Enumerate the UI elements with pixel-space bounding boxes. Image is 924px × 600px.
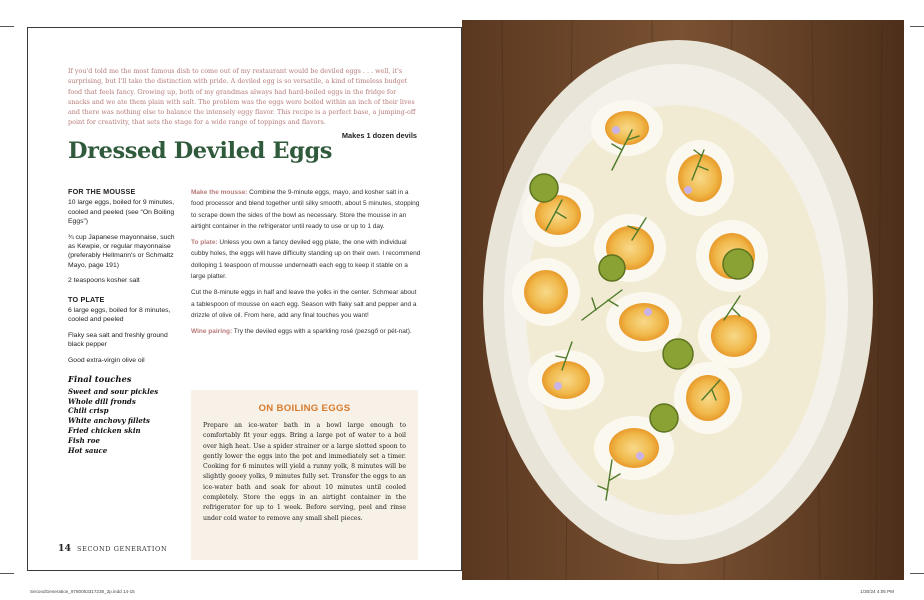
step-text: Combine the 9-minute eggs, mayo, and kosher salt in a food processor and blend together until silky smooth, about 5 minutes, stopping to scrape down the sides of the bowl as necessary. Store the mousse in an airtight container in the refrigerator until ready to use or up to 1 day. — [191, 189, 420, 230]
folio — [58, 543, 167, 554]
egg — [698, 304, 770, 368]
touch-item: White anchovy fillets — [68, 416, 150, 426]
photo-illustration — [462, 20, 904, 580]
ingredient-item: ¾ cup Japanese mayonnaise, such as Kewpie, or regular mayonnaise (preferably Hellmann's or Schmaltz Mayo, page 191) — [68, 233, 175, 269]
boiling-eggs-box — [191, 390, 418, 560]
running-head: SECOND GENERATION — [77, 545, 168, 553]
method-column — [191, 187, 421, 343]
egg — [512, 258, 580, 326]
touch-item: Fish roe — [68, 435, 100, 445]
touch-item: Chili crisp — [68, 406, 109, 416]
step-label: To plate: — [191, 239, 218, 247]
step-mousse — [191, 187, 421, 232]
crop-mark — [910, 26, 924, 27]
ingredient-item: 10 large eggs, boiled for 9 minutes, cooled and peeled (see “On Boiling Eggs”) — [68, 199, 175, 226]
slug-file: SecondGeneration_9780063317238_2p.indd 14-15 — [30, 589, 135, 594]
box-text: Prepare an ice-water bath in a bowl large enough to comfortably fit your eggs. Bring a large pot of water to a boil over high heat. Use a spider strainer or a large slotted spoon to gently lower the eggs into the pot and immediately set a timer. Cooking for 6 minutes will yield a runny yolk, 8 minutes will be slightly gooey yolks, 9 minutes fully set. Transfer the eggs to an ice-water bath and soak for about 10 minutes until cooled completely. Store the eggs in an airtight container in the refrigerator for up to 1 week. Before serving, peel and rinse under cold water to remove any small shell pieces. — [203, 422, 406, 522]
step-label: Wine pairing: — [191, 328, 233, 336]
final-touches-heading: Final touches — [68, 374, 132, 385]
ingredient-item: Good extra-virgin olive oil — [68, 356, 145, 364]
page-number: 14 — [58, 543, 72, 554]
final-touches — [68, 375, 183, 455]
recipe-title: Dressed Deviled Eggs — [68, 138, 333, 164]
ingredients-column — [68, 187, 183, 455]
ingredient-item: 6 large eggs, boiled for 8 minutes, cooled and peeled — [68, 307, 171, 324]
left-page — [27, 27, 462, 571]
plate-heading: TO PLATE — [68, 294, 105, 304]
deviled-eggs-photo — [462, 20, 904, 580]
crop-mark — [910, 573, 924, 574]
touch-item: Sweet and sour pickles — [68, 386, 159, 396]
touch-item: Fried chicken skin — [68, 426, 141, 436]
step-label: Make the mousse: — [191, 189, 248, 196]
step-text: Unless you own a fancy deviled egg plate, the one with individual cubby holes, the eggs will have difficulty standing up on their own. I recommend dolloping 1 teaspoon of mousse underneath each egg to keep it stable on a large platter. — [191, 239, 421, 281]
step-wine — [191, 326, 421, 337]
step-plate — [191, 237, 421, 282]
touch-item: Whole dill fronds — [68, 396, 136, 406]
egg — [674, 362, 742, 434]
ingredient-item: Flaky sea salt and freshly ground black pepper — [68, 331, 168, 349]
ingredient-item: 2 teaspoons kosher salt — [68, 277, 140, 285]
intro-text: If you'd told me the most famous dish to come out of my restaurant would be deviled eggs . . . well, it's surprising, but I'll take the distinction with pride. A deviled egg is so versatile, a kind of timeless budget food that feels fancy. Growing up, both of my grandmas always had hard-boiled eggs in the fridge for snacks and we ate them plain with salt. The problem was the eggs were boiled within an inch of their lives and there was nothing else to balance the intensely eggy flavor. This recipe is a perfect base, a jumping-off point for creativity, that sets the stage for a wide range of toppings and flavors. — [68, 67, 416, 127]
mousse-heading: FOR THE MOUSSE — [68, 187, 136, 196]
crop-mark — [0, 573, 14, 574]
crop-mark — [0, 26, 14, 27]
step-text: Try the deviled eggs with a sparkling rosé (pezsgő or pét-nat). — [232, 328, 412, 336]
touch-item: Hot sauce — [68, 445, 108, 455]
step-cut: Cut the 8-minute eggs in half and leave the yolks in the center. Schmear about a tablespoon of mousse on each egg. Season with flaky salt and pepper and a drizzle of olive oil. From here, add any final touches you want! — [191, 289, 417, 319]
egg — [666, 140, 734, 216]
yield-text: Makes 1 dozen devils — [341, 131, 417, 140]
slug-date: 1/30/24 4:05 PM — [860, 589, 894, 594]
box-heading: ON BOILING EGGS — [258, 403, 351, 414]
egg — [591, 100, 663, 156]
